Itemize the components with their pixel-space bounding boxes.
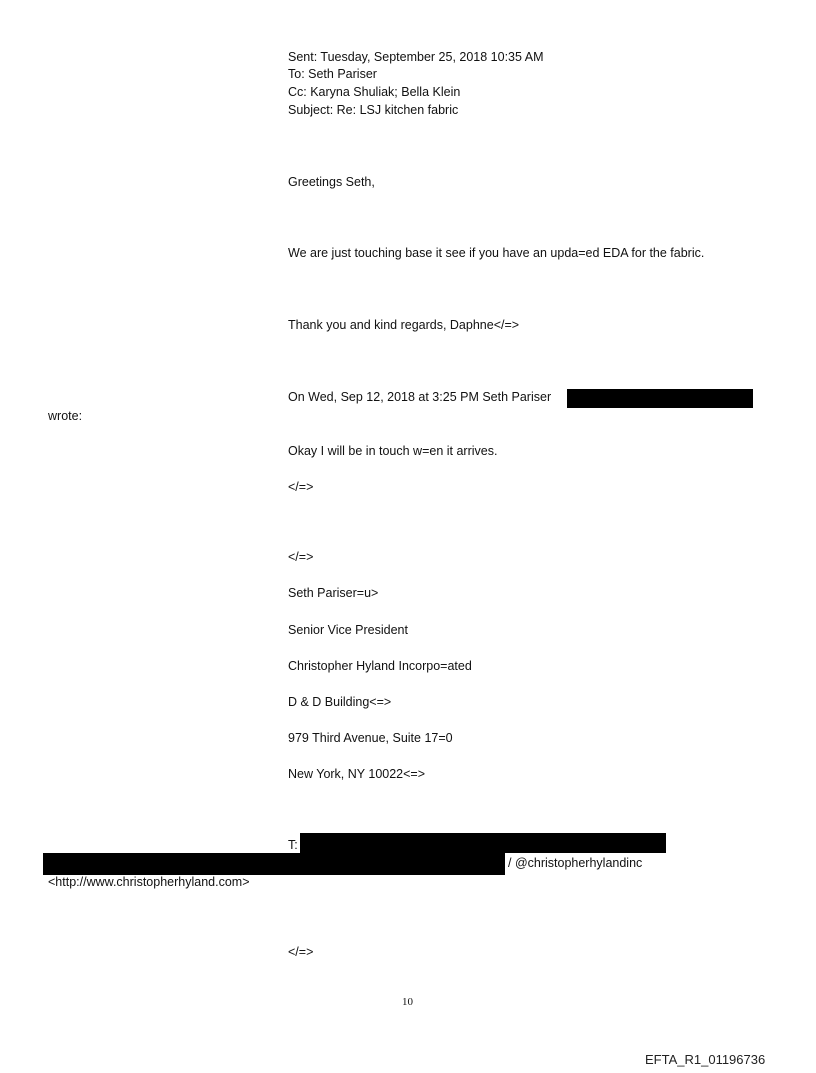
greeting: Greetings Seth,	[288, 175, 375, 189]
signature-name: Seth Pariser=u>	[288, 586, 379, 600]
quote-intro: On Wed, Sep 12, 2018 at 3:25 PM Seth Pariser	[288, 390, 552, 404]
subject-line: Subject: Re: LSJ kitchen fabric	[288, 103, 459, 117]
signature-address: 979 Third Avenue, Suite 17=0	[288, 731, 453, 745]
quote-reply: Okay I will be in touch w=en it arrives.	[288, 444, 498, 458]
bates-number: EFTA_R1_01196736	[645, 1052, 766, 1067]
signature-company: Christopher Hyland Incorpo=ated	[288, 659, 472, 673]
tag-line-2: </=>	[288, 550, 314, 564]
page-number: 10	[402, 996, 413, 1008]
to-line: To: Seth Pariser	[288, 67, 377, 81]
social-handle: / @christopherhylandinc	[508, 856, 643, 870]
website-link[interactable]: <http://www.christopherhyland.com>	[48, 875, 250, 889]
redaction-phone	[300, 833, 666, 853]
cc-line: Cc: Karyna Shuliak; Bella Klein	[288, 85, 461, 99]
redaction-contact	[43, 853, 505, 875]
signature-building: D & D Building<=>	[288, 695, 392, 709]
tag-line-3: </=>	[288, 945, 314, 959]
signature-city: New York, NY 10022<=>	[288, 767, 426, 781]
signature-title: Senior Vice President	[288, 623, 408, 637]
message: We are just touching base it see if you have an upda=ed EDA for the fabric.	[288, 246, 705, 260]
sent-line: Sent: Tuesday, September 25, 2018 10:35 AM	[288, 50, 544, 64]
closing: Thank you and kind regards, Daphne</=>	[288, 318, 520, 332]
redaction-email	[567, 389, 753, 408]
quote-wrote: wrote:	[48, 409, 83, 423]
phone-label: T:	[288, 838, 298, 852]
tag-line-1: </=>	[288, 480, 314, 494]
